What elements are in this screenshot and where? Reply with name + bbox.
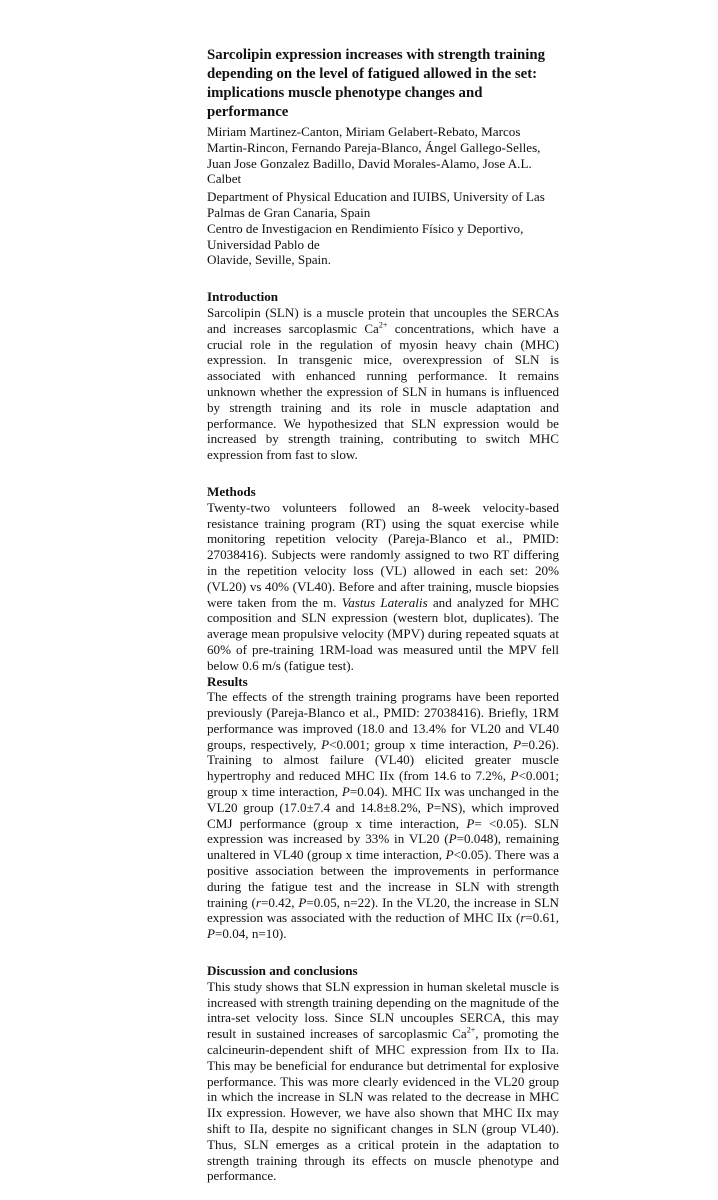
discussion-heading: Discussion and conclusions [207,963,358,979]
ca-superscript: 2+ [466,1025,476,1035]
introduction-section [207,289,559,463]
abstract-title: Sarcolipin expression increases with strength training depending on the level of fatigued allowed in the set: implications muscle phenotype changes and performance [207,47,546,120]
introduction-heading: Introduction [207,289,279,305]
affiliation-2: Centro de Investigacion en Rendimiento Físico y Deportivo, Universidad Pablo de [207,220,524,252]
methods-section [207,484,559,674]
author-list: Miriam Martinez-Canton, Miriam Gelabert-Rebato, Marcos Martin-Rincon, Fernando Pareja-Blanco, Ángel Gallego-Selles, Juan Jose Gonzalez Badillo, David Morales-Alamo, Jose A.L. Calbet [207,124,541,187]
results-heading: Results [207,673,248,689]
affiliation-3: Olavide, Seville, Spain. [207,252,332,268]
introduction-text: Sarcolipin (SLN) is a muscle protein that uncouples the SERCAs and increases sarcoplasmic $Ca^{2+}$ concentrations, which have a crucial role in the regulation of myosin heavy chain (MHC) expression. In transgenic mice, overexpression of SLN is associated with enhanced running performance. It remains unknown whether the expression of SLN in humans is influenced by strength training and its role in muscle adaptation and performance. We hypothesized that SLN expression would be increased by strength training, contributing to switch MHC expression from fast to slow. [207,304,559,463]
discussion-text: This study shows that SLN expression in human skeletal muscle is increased with strength training depending on the magnitude of the intra-set velocity loss. Since SLN uncouples SERCA, this may result in sustained increases of sarcoplasmic $Ca^{2+}$, promoting the calcineurin-dependent shift of MHC expression from IIx to IIa. This may be beneficial for endurance but detrimental for explosive performance. This was more clearly evidenced in the VL20 group in which the increase in SLN was related to the decrease in MHC IIx expression. However, we have also shown that MHC IIx may shift to IIa, despite no significant changes in SLN (group VL40). Thus, SLN emerges as a critical protein in the adaptation to strength training through its effects on muscle phenotype and performance. [207,978,559,1184]
muscle-name: Vastus Lateralis [341,594,428,610]
ca-superscript: 2+ [378,320,388,330]
discussion-section [207,963,559,1184]
methods-text: Twenty-two volunteers followed an 8-week velocity-based resistance training program (RT) using the squat exercise while monitoring repetition velocity (Pareja-Blanco et al., PMID: 27038416). Subjects were randomly assigned to two RT differing in the repetition velocity loss (VL) allowed in each set: 20% (VL20) vs 40% (VL40). Before and after training, muscle biopsies were taken from the m. Vastus Lateralis and analyzed for MHC composition and SLN expression (western blot, duplicates). The average mean propulsive velocity (MPV) during repeated squats at 60% of pre-training 1RM-load was measured until the MPV fell below 0.6 m/s (fatigue test). [207,499,559,673]
abstract-column [207,46,559,1184]
affiliations [207,189,559,268]
results-text: The effects of the strength training programs have been reported previously (Pareja-Blanco et al., PMID: 27038416). Briefly, 1RM performance was improved (18.0 and 13.4% for VL20 and VL40 groups, respectively, P<0.001; group x time interaction, P=0.26). Training to almost failure (VL40) elicited greater muscle hypertrophy and reduced MHC IIx (from 14.6 to 7.2%, P<0.001; group x time interaction, P=0.04). MHC IIx was unchanged in the VL20 group (17.0±7.4 and 14.8±8.2%, P=NS), which improved CMJ performance (group x time interaction, P= <0.05). SLN expression was increased by 33% in VL20 (P=0.048), remaining unaltered in VL40 (group x time interaction, P<0.05). There was a positive association between the improvements in performance during the fatigue test and the increase in SLN with strength training (r=0.42, P=0.05, n=22). In the VL20, the increase in SLN expression was associated with the reduction of MHC IIx (r=0.61, P=0.04, n=10). [207,689,559,942]
results-section [207,674,559,943]
methods-heading: Methods [207,483,256,499]
affiliation-1: Department of Physical Education and IUIBS, University of Las Palmas de Gran Canaria, Spain [207,189,545,220]
